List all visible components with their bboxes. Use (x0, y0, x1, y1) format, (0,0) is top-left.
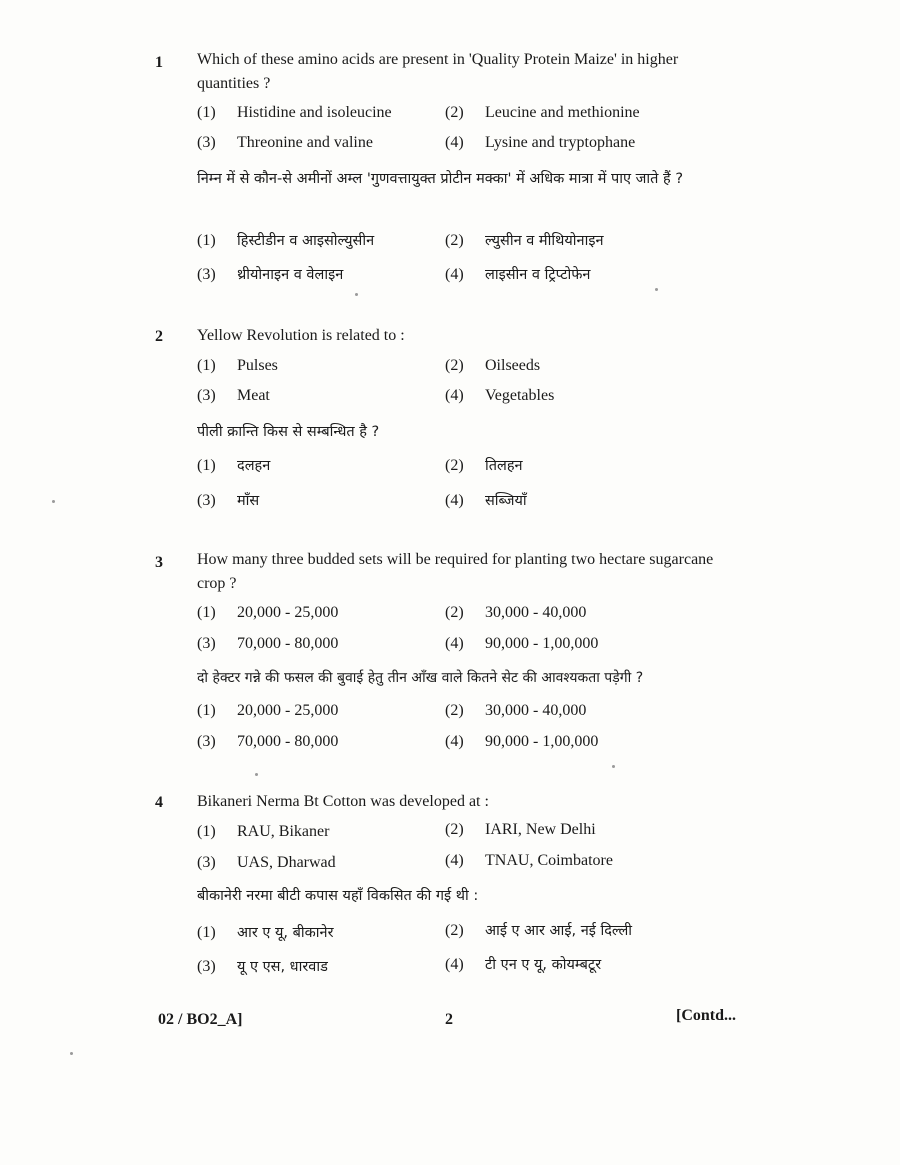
option-2: (2) Oilseeds (445, 357, 541, 374)
question-number: 2 (155, 328, 163, 345)
page-number: 2 (445, 1011, 453, 1028)
hindi-option-3: (3) 70,000 - 80,000 (197, 733, 339, 750)
hindi-option-3: (3) यू ए एस, धारवाड (197, 958, 328, 975)
question-number: 1 (155, 54, 163, 71)
question-number: 3 (155, 554, 163, 571)
option-3: (3) UAS, Dharwad (197, 854, 336, 871)
scan-speck (70, 1052, 73, 1055)
hindi-option-1: (1) आर ए यू, बीकानेर (197, 924, 334, 941)
option-1: (1) RAU, Bikaner (197, 823, 330, 840)
hindi-option-4: (4) 90,000 - 1,00,000 (445, 733, 599, 750)
question-text-english: How many three budded sets will be required for planting two hectare sugarcane crop ? (197, 551, 714, 592)
hindi-option-2: (2) 30,000 - 40,000 (445, 702, 587, 719)
scan-speck (52, 500, 55, 503)
hindi-option-1: (1) दलहन (197, 457, 271, 474)
option-1: (1) 20,000 - 25,000 (197, 604, 339, 621)
question-text-hindi: निम्न में से कौन-से अमीनों अम्ल 'गुणवत्तायुक्त प्रोटीन मक्का' में अधिक मात्रा में पाए जाते हैं ? (197, 171, 684, 187)
question-text-english: Yellow Revolution is related to : (197, 327, 405, 344)
option-2: (2) IARI, New Delhi (445, 821, 596, 838)
question-text-hindi: बीकानेरी नरमा बीटी कपास यहाँ विकसित की गई थी : (197, 888, 479, 904)
continued-label: [Contd... (676, 1007, 737, 1024)
option-3: (3) Meat (197, 387, 270, 404)
hindi-option-1: (1) 20,000 - 25,000 (197, 702, 339, 719)
scan-speck (655, 288, 658, 291)
option-4: (4) Vegetables (445, 387, 555, 404)
question-text-english: Which of these amino acids are present in 'Quality Protein Maize' in higher quantities ? (197, 51, 679, 92)
hindi-option-3: (3) माँस (197, 492, 260, 509)
hindi-option-4: (4) लाइसीन व ट्रिप्टोफेन (445, 266, 591, 283)
option-1: (1) Histidine and isoleucine (197, 104, 392, 121)
scan-speck (355, 293, 358, 296)
question-text-hindi: दो हेक्टर गन्ने की फसल की बुवाई हेतु तीन आँख वाले कितने सेट की आवश्यकता पड़ेगी ? (197, 670, 644, 686)
option-3: (3) 70,000 - 80,000 (197, 635, 339, 652)
option-2: (2) Leucine and methionine (445, 104, 640, 121)
option-4: (4) 90,000 - 1,00,000 (445, 635, 599, 652)
option-2: (2) 30,000 - 40,000 (445, 604, 587, 621)
hindi-option-4: (4) सब्जियाँ (445, 492, 527, 509)
paper-code: 02 / BO2_A] (158, 1011, 243, 1028)
option-4: (4) Lysine and tryptophane (445, 134, 636, 151)
option-1: (1) Pulses (197, 357, 278, 374)
hindi-option-2: (2) तिलहन (445, 457, 523, 474)
scan-speck (255, 773, 258, 776)
question-number: 4 (155, 794, 163, 811)
hindi-option-4: (4) टी एन ए यू, कोयम्बटूर (445, 956, 602, 973)
hindi-option-2: (2) आई ए आर आई, नई दिल्ली (445, 922, 633, 939)
hindi-option-2: (2) ल्युसीन व मीथियोनाइन (445, 232, 604, 249)
hindi-option-3: (3) थ्रीयोनाइन व वेलाइन (197, 266, 344, 283)
option-3: (3) Threonine and valine (197, 134, 373, 151)
question-text-hindi: पीली क्रान्ति किस से सम्बन्धित है ? (197, 424, 380, 440)
question-text-english: Bikaneri Nerma Bt Cotton was developed at : (197, 793, 489, 810)
hindi-option-1: (1) हिस्टीडीन व आइसोल्युसीन (197, 232, 375, 249)
scan-speck (612, 765, 615, 768)
option-4: (4) TNAU, Coimbatore (445, 852, 613, 869)
